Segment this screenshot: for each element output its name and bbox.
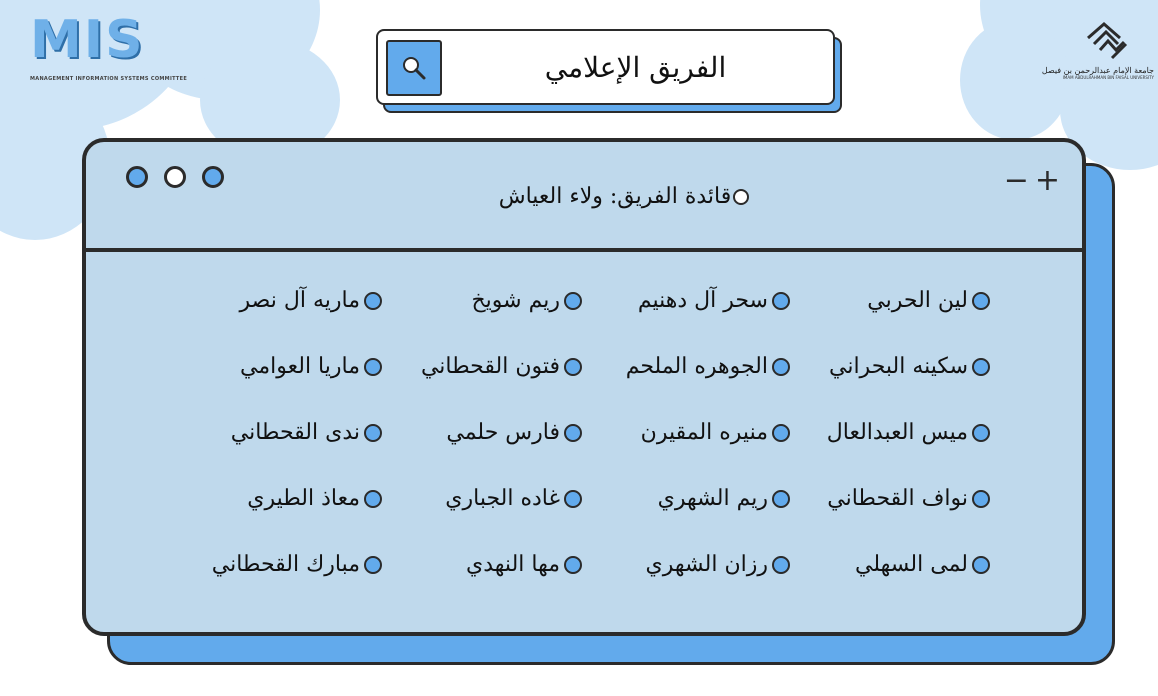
bullet-icon — [972, 292, 990, 310]
bullet-icon — [564, 424, 582, 442]
team-member — [638, 286, 790, 316]
team-member — [471, 286, 582, 316]
team-member-name: مها النهدي — [466, 552, 560, 577]
team-member-name: مبارك القحطاني — [211, 552, 360, 577]
bullet-icon — [972, 490, 990, 508]
team-member — [240, 352, 382, 382]
team-member-name: سحر آل دهنيم — [637, 288, 768, 313]
bullet-icon — [564, 358, 582, 376]
bullet-icon — [772, 358, 790, 376]
team-member — [466, 550, 582, 580]
bullet-icon — [972, 556, 990, 574]
mis-logo-subtitle: MANAGEMENT INFORMATION SYSTEMS COMMITTEE — [30, 76, 188, 82]
team-member — [855, 550, 990, 580]
bullet-icon — [364, 292, 382, 310]
title-bar — [376, 29, 835, 105]
team-member — [421, 352, 582, 382]
team-member — [240, 286, 382, 316]
bullet-icon — [564, 556, 582, 574]
page-title: الفريق الإعلامي — [544, 50, 727, 84]
university-name-arabic: جامعة الإمام عبدالرحمن بن فيصل — [1041, 66, 1154, 75]
team-member — [231, 418, 382, 448]
bullet-icon — [364, 556, 382, 574]
team-leader — [86, 184, 1082, 209]
bullet-icon — [772, 556, 790, 574]
team-member — [829, 352, 990, 382]
search-button[interactable] — [386, 40, 442, 96]
team-member — [658, 484, 790, 514]
team-member-name: معاذ الطيري — [247, 486, 360, 511]
team-member — [827, 484, 990, 514]
search-icon — [400, 54, 428, 82]
team-member-name: غاده الجباري — [445, 486, 560, 511]
team-member-name: ماريه آل نصر — [239, 288, 360, 313]
window-divider — [86, 248, 1082, 252]
team-member-name: ندى القحطاني — [230, 420, 360, 445]
bullet-icon — [772, 424, 790, 442]
bullet-icon — [772, 490, 790, 508]
team-member — [626, 352, 790, 382]
bullet-icon — [364, 358, 382, 376]
team-member-name: فتون القحطاني — [420, 354, 560, 379]
bullet-icon — [972, 424, 990, 442]
bullet-icon — [733, 189, 749, 205]
team-member — [445, 484, 582, 514]
expand-button[interactable]: + — [1034, 163, 1060, 198]
team-member-name: سكينه البحراني — [828, 354, 968, 379]
team-member-name: فارس حلمي — [446, 420, 560, 445]
university-emblem-icon — [1084, 18, 1130, 62]
team-member — [646, 550, 790, 580]
bullet-icon — [772, 292, 790, 310]
minimize-button[interactable]: − — [1003, 163, 1029, 198]
team-member-name: لين الحربي — [867, 288, 968, 313]
team-member-name: لمى السهلي — [855, 552, 968, 577]
team-member — [827, 418, 990, 448]
team-member-name: ميس العبدالعال — [826, 420, 968, 445]
team-member-name: الجوهره الملحم — [625, 354, 768, 379]
bullet-icon — [364, 490, 382, 508]
team-member — [212, 550, 382, 580]
university-logo — [1036, 18, 1154, 80]
bullet-icon — [564, 292, 582, 310]
team-member-name: منيره المقيرن — [640, 420, 768, 445]
team-member — [446, 418, 582, 448]
team-member — [867, 286, 990, 316]
team-member-name: ريم شويخ — [471, 288, 560, 313]
bullet-icon — [564, 490, 582, 508]
mis-logo — [30, 12, 187, 82]
team-member — [247, 484, 382, 514]
team-member-name: رزان الشهري — [645, 552, 768, 577]
team-window — [82, 138, 1086, 636]
team-member-name: ريم الشهري — [657, 486, 768, 511]
university-name-english: IMAM ABDULRAHMAN BIN FAISAL UNIVERSITY — [1062, 75, 1154, 80]
team-leader-text: قائدة الفريق: ولاء العياش — [498, 184, 732, 209]
team-member-name: ماريا العوامي — [240, 354, 360, 379]
bullet-icon — [364, 424, 382, 442]
mis-logo-text: MIS — [30, 10, 145, 70]
team-member — [641, 418, 790, 448]
team-member-name: نواف القحطاني — [827, 486, 968, 511]
bullet-icon — [972, 358, 990, 376]
